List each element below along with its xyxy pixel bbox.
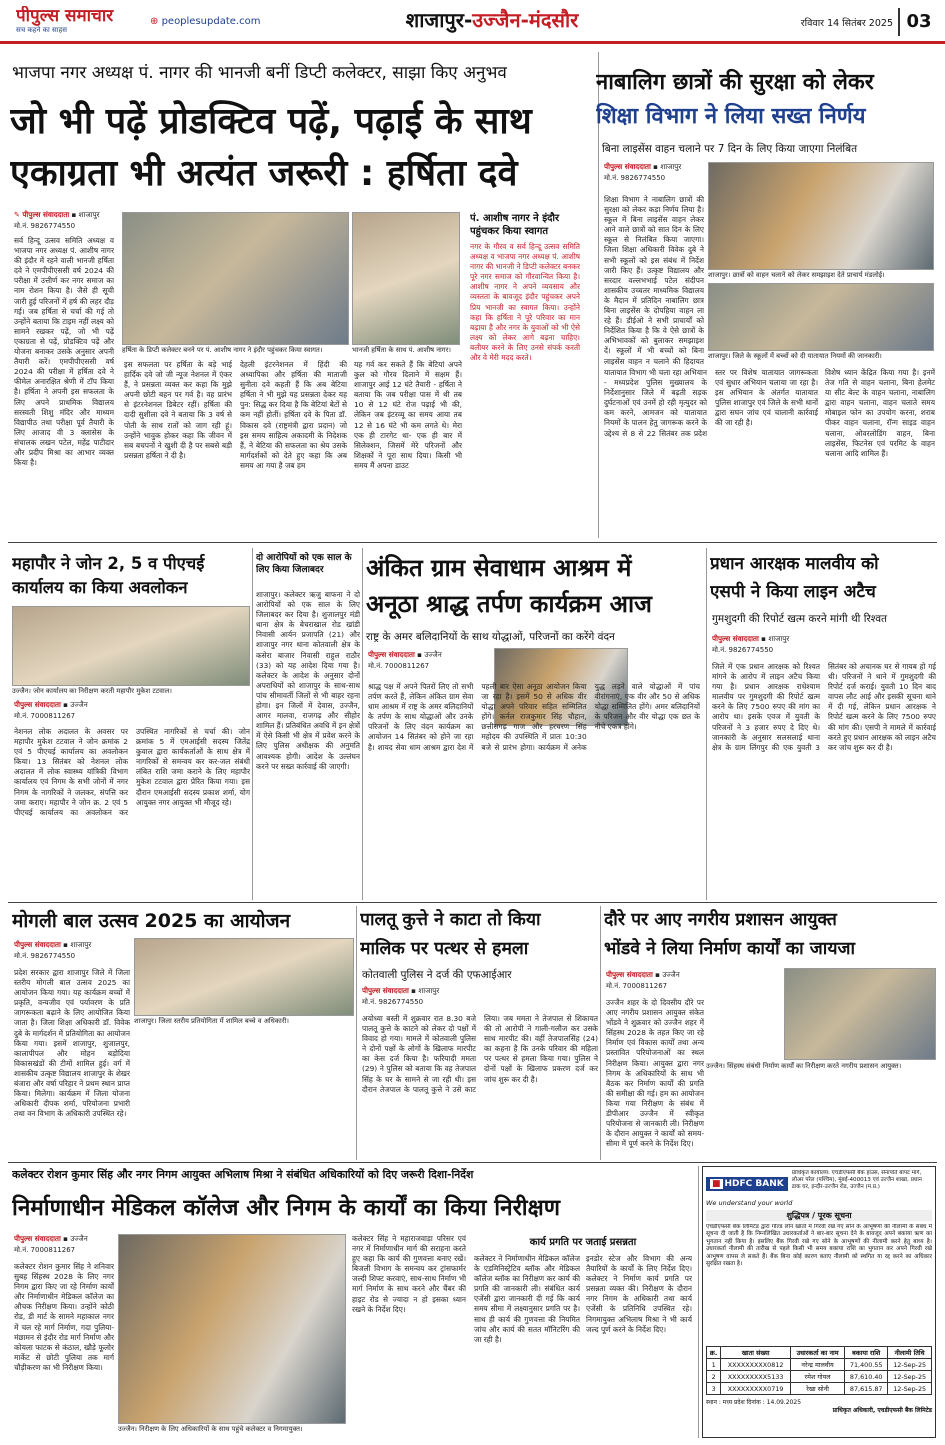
transfer-subhead: गुमशुदगी की रिपोर्ट खत्म करने मांगी थी रिश्वत <box>712 613 888 625</box>
lead-sidebar-body: नगर के गौरव व सर्व हिन्दू उत्सव समिति अध्यक्ष व भाजपा नगर अध्यक्ष पं. आशीष नागर की भानजी ने डिप्टी कलेक्टर बनकर पूरे नगर समाज को गौरवान्वित किया है। आशीष नागर ने अपने व्यवसाय और व्यस्तता के बावजूद इंदौर पहुंचकर अपने प्रिय भानजी का स्वागत किया। उन्होंने कहा कि हर्षिता ने पूरे परिवार का मान बढ़ाया है और नगर के युवाओं को भी ऐसे लक्ष्य को लेकर आगे बढ़ना चाहिए। बलीयर करने के लिए उनसे संपर्क करती और वे मेरी मदद करते। <box>470 242 580 363</box>
safety-photo-1 <box>708 162 934 270</box>
mayor-headline: महापौर ने जोन 2, 5 व पीएचई कार्यालय का किया अवलोकन <box>12 554 205 597</box>
medical-kicker: कलेक्टर रोशन कुमार सिंह और नगर निगम आयुक्त अभिलाष मिश्रा ने संबंधित अधिकारियों को दिए जरूरी दिशा-निर्देश <box>12 1168 474 1181</box>
lead-sidebar-title: पं. आशीष नागर ने इंदौर पहुंचकर किया स्वागत <box>470 213 560 237</box>
bank-logo: ■ HDFC BANK <box>706 1177 788 1191</box>
commissioner-photo <box>784 968 936 1060</box>
bank-table: क्र. खाता संख्या उधारकर्ता का नाम बकाया राशि नीलामी तिथि 1 XXXXXXXXX0812 नरेन्द्र मालवीय 71,400.55 12-Sep-25 2 XXXXXXXXX5133 रमेश गोयल 87,610.40 12-Sep-25 3 XXXXXXXXX0719 रेखा सोनी 87,615.87 12-Sep-25 <box>706 1346 932 1395</box>
lead-column-4: यह गर्व कर सकते हैं कि बेटियां अपने कुल को गौरव दिलाने में सक्षम हैं। शाजापुर आई 12 घंटे तैयारी - हर्षिता ने बताया कि जब परीक्षा पास में थी तब 10 से 12 घंटे रोज पढ़ाई भी की, लेकिन जब इंटरव्यू का समय आया तब 12 से 16 घंटे भी कम लगते थे। मेरा एक ही टारगेट था- एक ही बार में सिलेक्शन, जिसमें मेरे परिजनों और शिक्षकों ने पूरा साथ दिया। किसी भी समय मैं अपना डाउट <box>354 360 462 470</box>
lead-photo-caption-2: भानजी हर्षिता के साथ पं. आशीष नागर। <box>352 346 470 356</box>
globe-icon: ⊕ <box>150 16 162 27</box>
dogbite-body: अयोध्या बस्ती में शुक्रवार रात 8.30 बजे पालतू कुत्ते के काटने को लेकर दो पक्षों में विवाद हो गया। मामले में कोतवाली पुलिस ने दोनों पक्षों के लोगों के खिलाफ मारपीट का केस दर्ज किया है। फरियादी ममता (29) ने पुलिस को बताया कि वह तेजपाल सिंह के घर के सामने से जा रही थी। इस दौरान तेजपाल के पालतू कुत्ते ने उसे काट लिया। जब ममता ने तेजपाल से शिकायत की तो आरोपी ने गाली-गलौज कर उसके साथ मारपीट की। वहीं तेजपालसिंह (24) का कहना है कि उनके परिवार की महिला पर पत्थर से हमला किया गया। पुलिस ने दोनों पक्षों के खिलाफ प्रकरण दर्ज कर जांच शुरू कर दी है। <box>362 1014 598 1094</box>
festival-headline: मोगली बाल उत्सव 2025 का आयोजन <box>12 910 291 932</box>
bank-intro: प्राधिकृत कार्यालय: एचडीएफसी बैंक हाउस, सेनापति बापट मार्ग, लोअर परेल (पश्चिम), मुंबई-400013 एवं उज्जैन शाखा, प्रधान डाक घर, इन्दौर-उज्जैन रोड, उज्जैन (म.प्र.) <box>791 1170 922 1190</box>
lead-photo-family <box>122 212 349 345</box>
page-number: 03 <box>898 8 938 36</box>
medical-subhead: कार्य प्रगति पर जताई प्रसन्नता <box>529 1237 637 1248</box>
dogbite-headline: पालतू कुत्ते ने काटा तो किया मालिक पर पत्थर से हमला <box>360 910 541 959</box>
bank-notice-body: एचडीएफसी बैंक लिमिटेड द्वारा गोल्ड लोन खातों में गिरवी रखे गए सोने के आभूषणों की नीलामी के संबंध में सूचना दी जाती है कि निम्नलिखित उधारकर्ताओं ने बार-बार सूचना देने के बावजूद अपने बकाया ऋण का भुगतान नहीं किया है। इसलिए बैंक गिरवी रखे गए सोने के आभूषणों की नीलामी करने हेतु बाध्य है। उधारकर्ता नीलामी की तारीख से पहले किसी भी समय बकाया राशि का भुगतान कर अपने गिरवी रखे आभूषण वापस ले सकते हैं। बैंक बिना कोई कारण बताए नीलामी को स्थगित या रद्द करने का अधिकार सुरक्षित रखता है। <box>706 1224 932 1268</box>
section-title: शाजापुर-उज्जैन-मंदसौर <box>405 8 579 32</box>
table-row: 2 XXXXXXXXX5133 रमेश गोयल 87,610.40 12-Sep-25 <box>707 1371 932 1383</box>
commissioner-byline: पीपुल्स संवाददाता ▪ उज्जैन मो.नं. 7000811267 <box>606 970 680 990</box>
pen-icon: ✎ <box>14 210 23 219</box>
medical-photo <box>118 1234 346 1424</box>
lead-sidebar <box>470 212 580 536</box>
transfer-body: जिले में एक प्रधान आरक्षक को रिश्वत मांगने के आरोप में लाइन अटैच किया गया है। प्रधान आरक्षक राधेश्याम मालवीय पर गुमशुदगी की रिपोर्ट खत्म करने के लिए 7500 रुपए की मांग का आरोप था। इसके एवज में युवती के परिजनों ने 3 हजार रुपए दे दिए थे। जानकारी के अनुसार सलसलाई थाना क्षेत्र के ग्राम लिंगपुर की एक युवती 3 सितंबर को अचानक घर से गायब हो गई थी। परिजनों ने थाने में गुमशुदगी की रिपोर्ट दर्ज कराई। युवती 10 दिन बाद वापस लौट आई और इसकी सूचना थाने में दी गई, लेकिन प्रधान आरक्षक ने रिपोर्ट खत्म करने के लिए 7500 रुपए की मांग की। एसपी ने मामले में कार्रवाई करते हुए प्रधान आरक्षक को लाइन अटैच कर जांच शुरू कर दी है। <box>712 662 936 752</box>
festival-byline: पीपुल्स संवाददाता ▪ शाजापुर मो.नं. 9826774550 <box>14 940 92 960</box>
safety-photo-2 <box>708 283 934 351</box>
commissioner-caption: उज्जैन। सिंहस्थ संबंधी निर्माण कार्यों का निरीक्षण करते नगरीय प्रशासन आयुक्त। <box>706 1062 936 1072</box>
bank-signature: प्राधिकृत अधिकारी, एचडीएफसी बैंक लिमिटेड <box>832 1407 932 1414</box>
table-row: 3 XXXXXXXXX0719 रेखा सोनी 87,615.87 12-Sep-25 <box>707 1383 932 1395</box>
expel-headline: दो आरोपियों को एक साल के लिए किया जिलाबदर <box>256 553 352 575</box>
shraddh-headline: अंकित ग्राम सेवाधाम आश्रम में अनूठा श्राद्ध तर्पण कार्यक्रम आज <box>366 554 652 618</box>
medical-column-3: कलेक्टर ने निर्माणाधीन मेडिकल कॉलेज के एडमिनिस्ट्रेटिव ब्लॉक और मेडिकल कॉलेज ब्लॉक का निरीक्षण कर कार्य की प्रगति की जानकारी ली। संबंधित कार्य एजेंसी द्वारा जानकारी दी गई कि कार्य समय सीमा में लक्ष्यानुसार प्रगति पर है। साथ ही कार्य की गुणवत्ता की नियमित जांच और कार्य की सतत मॉनिटरिंग की जा रही है। <box>474 1254 580 1344</box>
lead-column-2: इस सफलता पर हर्षिता के बड़े भाई हार्दिक दवे जो जी न्यूज नेशनल में एंकर हैं, ने प्रसन्नता व्यक्त कर कहा कि मुझे अपनी छोटी बहन पर गर्व है। वह प्रारंभ से इंटरनेशनल डिबेटर रहीं। हर्षिता की दादी सुशीला दवे ने बताया कि 3 वर्ष से पोती के साथ रातों को जाग रही हूं। उन्होंने भावुक होकर कहा कि जीवन में सब बचपनों ने खुशी दी है पर सबसे बड़ी प्रसन्नता हर्षिता ने दी है। <box>124 360 232 460</box>
bank-logo-icon: ■ <box>712 1179 721 1189</box>
safety-subhead: बिना लाइसेंस वाहन चलाने पर 7 दिन के लिए किया जाएगा निलंबित <box>602 143 858 155</box>
lead-kicker: भाजपा नगर अध्यक्ष पं. नागर की भानजी बनीं डिप्टी कलेक्टर, साझा किए अनुभव <box>12 63 507 83</box>
mayor-photo <box>12 606 250 686</box>
shraddh-byline: पीपुल्स संवाददाता ▪ उज्जैन मो.नं. 7000811267 <box>368 650 442 670</box>
bank-slogan: We understand your world <box>706 1199 793 1207</box>
medical-caption: उज्जैन। निरीक्षण के लिए अधिकारियों के साथ पहुंचे कलेक्टर व निगमायुक्त। <box>118 1425 346 1435</box>
safety-caption-1: शाजापुर। छात्रों को वाहन चलाने को लेकर समझाइश देते प्राचार्य मंडलोई। <box>708 271 934 281</box>
lead-column-3: देहली इंटरनेशनल में हिंदी की अध्यापिका और हर्षिता की माताजी सुनीता दवे कहती हैं कि अब बेटिया हर्षिता ने भी मुझे यह प्रसन्नता देकर यह पुन: सिद्ध कर दिया है कि बेटियां बेटों से कम नहीं होतीं। हर्षिता दवे के पिता डॉ. विकास दवे (राष्ट्रमंत्री द्वारा प्रदान) जो इस समय साहित्य अकादमी के निदेशक हैं, ने बेटिया की सफलता का श्रेय उसके मार्गदर्शकों को देते हुए कहा कि अब समय आ गया है जब हम <box>240 360 347 470</box>
medical-headline: निर्माणाधीन मेडिकल कॉलेज और निगम के कार्यों का किया निरीक्षण <box>12 1195 561 1221</box>
safety-column-2: यातायात विभाग भी चला रहा अभियान - मध्यप्रदेश पुलिस मुख्यालय के निर्देशानुसार जिले में बढ़ती सड़क दुर्घटनाओं एवं उनमें हो रही मृत्युदर को कम करने, आमजन को यातायात नियमों के पालन हेतु जागरूक करने के उद्देश्य से 8 से 22 सितंबर तक प्रदेश स्तर पर विशेष यातायात जागरूकता एवं सुधार अभियान चलाया जा रहा है। इस अभियान के अंतर्गत यातायात पुलिस शाजापुर एवं जिले के सभी थानों द्वारा सघन जांच एवं चालानी कार्रवाई की जा रही है। <box>604 368 818 438</box>
brand-name: पीपुल्स समाचार <box>16 6 114 26</box>
lead-column-1: सर्व हिन्दू उत्सव समिति अध्यक्ष व भाजपा नगर अध्यक्ष पं. आशीष नागर की इंदौर में रहने वाली भानजी हर्षिता दवे ने एमपीपीएससी वर्ष 2024 की परीक्षा में उत्तीर्ण कर नगर समाज का नाम रोशन किया है। जैसे ही सूची जारी हुई परिजनों में हर्ष की लहर दौड़ गई। जब हर्षिता से चर्चा की गई तो उन्होंने बताया कि टाइम नहीं लक्ष्य को सामने रखकर पढ़ें, जो भी पढ़ें एकाग्रता से पढ़ें, प्रोडक्टिव पढ़ें और योजना बनाकर उसके अनुसार अपनी तैयारी करें। एमपीपीएससी वर्ष 2024 की परीक्षा में हर्षिता दवे ने फीमेल अनारक्षित श्रेणी में टॉप किया है। हर्षिता ने अपनी इस सफलता के लिए अपने प्राथमिक विद्यालय सरस्वती शिशु मंदिर और माध्यम विद्यापीठ तथा परीक्षा पूर्व तैयारी के लिए आजाद वी 3 क्लासेस के संचालक लखन पटेल, महेंद्र पाटीदार और प्रदीप मिश्रा का आभार व्यक्त किया है। <box>14 236 114 468</box>
lead-byline: ✎ पीपुल्स संवाददाता ▪ शाजापुर मो.नं. 9826774550 <box>14 210 100 230</box>
lead-photo-niece <box>352 212 460 345</box>
bank-notice-title: शुद्धिपत्र / पूरक सूचना <box>706 1210 932 1221</box>
dogbite-subhead: कोतवाली पुलिस ने दर्ज की एफआईआर <box>362 969 512 981</box>
transfer-byline: पीपुल्स संवाददाता ▪ शाजापुर मो.नं. 9826774550 <box>712 634 790 654</box>
safety-byline: पीपुल्स संवाददाता ▪ शाजापुर मो.नं. 9826774550 <box>604 162 682 182</box>
safety-column-3: विशेष ध्यान केंद्रित किया गया है। इनमें तेज गति से वाहन चलाना, बिना हेलमेट या सीट बेल्ट के वाहन चलाना, नाबालिग द्वारा वाहन चलाना, वाहन चलाते समय मोबाइल फोन का उपयोग करना, शराब पीकर वाहन चलाना, रॉन्ग साइड वाहन चलाना, ओवरलोडिंग वाहन, बिना लाइसेंस, फिटनेस एवं परमिट के वाहन चलाना आदि शामिल हैं। <box>825 368 935 458</box>
medical-column-4: इनडोर स्टेज और विभाग की अन्य तैयारियों के कार्यों के लिए निर्देश दिए। कलेक्टर ने निर्माण कार्य प्रगति पर प्रसन्नता व्यक्त की। निरीक्षण के दौरान नगर निगम के अधिकारी तथा कार्य एजेंसी के प्रतिनिधि उपस्थित रहे। निगमायुक्त अभिलाष मिश्रा ने भी कार्य जल्द पूर्ण करने के निर्देश दिए। <box>586 1254 692 1334</box>
brand-tagline: सच कहने का साहस <box>16 26 68 34</box>
table-row: 1 XXXXXXXXX0812 नरेन्द्र मालवीय 71,400.55 12-Sep-25 <box>707 1359 932 1371</box>
safety-caption-2: शाजापुर। जिले के स्कूलों में बच्चों को दी यातायात नियमों की जानकारी। <box>708 352 934 362</box>
medical-column-2: कलेक्टर सिंह ने महाराजवाड़ा परिसर एवं नगर में निर्माणाधीन मार्ग की सराहना करते हुए कहा कि कार्य की गुणवत्ता बनाए रखें। बिजली विभाग के समन्वय कर ट्रांसफार्मर जल्दी शिफ्ट करवाएं, साथ-साथ निर्माण भी मार्ग निर्माण के साथ करने और चैंबर की हाइट रोड से ज्यादा न हो इसका ध्यान रखने के निर्देश दिए। <box>352 1234 466 1314</box>
commissioner-headline: दौरे पर आए नगरीय प्रशासन आयुक्त भोंडवे ने लिया निर्माण कार्यों का जायजा <box>604 910 855 959</box>
festival-caption: शाजापुर। जिला स्तरीय प्रतियोगिता में शामिल बच्चे व अधिकारी। <box>134 1017 354 1027</box>
masthead <box>0 0 945 44</box>
website-link[interactable]: ⊕ peoplesupdate.com <box>150 16 261 27</box>
safety-column-1: शिक्षा विभाग ने नाबालिग छात्रों की सुरक्षा को लेकर कड़ा निर्णय लिया है। स्कूल में बिना लाइसेंस वाहन लेकर आने वाले छात्रों को सात दिन के लिए स्कूल से निलंबित किया जाएगा। जिला शिक्षा अधिकारी विवेक दुबे ने सभी स्कूलों को इस संबंध में निर्देश जारी किए हैं। उत्कृष्ट विद्यालय और सरदार वल्लभभाई पटेल संदीपन शासकीय उच्चतर माध्यमिक विद्यालय के मैदान में प्रतिदिन नाबालिग छात्र बिना लाइसेंस के दोपहिया वाहन ला रहे हैं। डीईओ ने सभी प्राचार्यों को निर्देशित किया है कि वे ऐसे छात्रों के अभिभावकों को बुलाकर समझाइश दें। स्कूलों में भी बच्चों को बिना लाइसेंस वाहन न चलाने की हिदायत <box>604 195 704 365</box>
bank-footer: स्थान : मध्य प्रदेश दिनांक : 14.09.2025 <box>706 1399 802 1406</box>
mayor-byline: पीपुल्स संवाददाता ▪ उज्जैन मो.नं. 7000811267 <box>14 700 88 720</box>
festival-photo <box>134 938 354 1016</box>
medical-column-1: कलेक्टर रोशन कुमार सिंह ने शनिवार सुबह सिंहस्थ 2028 के लिए नगर निगम द्वारा किए जा रहे निर्माण कार्यों और निर्माणाधीन मेडिकल कॉलेज का औचक निरीक्षण किया। उन्होंने कोठी रोड, डी मार्ट के सामने महाकाल नगर में चल रहे मार्ग निर्माण, गदा पुलिया-मंछामन से इंदौर रोड मार्ग निर्माण और कोयला फाटक से कंठाल, खौड़े फूलोर मार्केट से छोटी पुलिया तक मार्ग चौड़ीकरण का भी निरीक्षण किया। <box>14 1262 114 1372</box>
expel-body: शाजापुर। कलेक्टर ऋजु बाफना ने दो आरोपियों को एक साल के लिए जिलाबदर कर दिया है। शुजालपुर मंडी थाना क्षेत्र के बेचराखाल रोड खांडी निवासी आर्यन प्रजापति (21) और शाजापुर नगर थाना कोतवाली क्षेत्र के कसेरा बाजार निवासी राहुल राठौर (33) को यह आदेश दिया गया है। कलेक्टर के आदेश के अनुसार दोनों अपराधियों को शाजापुर के साथ-साथ पांच सीमावर्ती जिलों से भी बाहर रहना होगा। इन जिलों में देवास, उज्जैन, आगर मालवा, राजगढ़ और सीहोर शामिल हैं। प्रतिबंधित अवधि में इन क्षेत्रों में ऐसे किसी भी क्षेत्र में प्रवेश करने के लिए पुलिस अधीक्षक की अनुमति आवश्यक होगी। आदेश के उल्लंघन करने पर सख्त कार्रवाई की जाएगी। <box>256 590 360 771</box>
safety-headline: नाबालिग छात्रों की सुरक्षा को लेकर शिक्षा विभाग ने लिया सख्त निर्णय <box>596 70 874 129</box>
lead-headline: जो भी पढ़ें प्रोडक्टिव पढ़ें, पढ़ाई के साथ एकाग्रता भी अत्यंत जरूरी : हर्षिता दवे <box>10 101 532 194</box>
lead-photo-caption-1: हर्षिता के डिप्टी कलेक्टर बनने पर पं. आशीष नागर ने इंदौर पहुंचकर किया स्वागत। <box>122 346 349 356</box>
dogbite-byline: पीपुल्स संवाददाता ▪ शाजापुर मो.नं. 9826774550 <box>362 986 440 1006</box>
medical-byline: पीपुल्स संवाददाता ▪ उज्जैन मो.नं. 7000811267 <box>14 1234 88 1254</box>
bank-notice <box>702 1166 936 1438</box>
mayor-body: नेशनल लोक अदालत के अवसर पर महापौर मुकेश टटवाल ने जोन क्रमांक 2 एवं 5 पीएचई कार्यालय का अवलोकन किया। 13 सितंबर को नेशनल लोक अदालत में लोक स्वास्थ्य यांत्रिकी विभाग कार्यालय एवं निगम के सभी जोनों में नगर निगम के नागरिकों ने जलकर, संपत्ति कर जमा कराए। महापौर ने जोन क्र. 2 एवं 5 पीएचई कार्यालय का अवलोकन कर उपस्थित नागरिकों से चर्चा की। जोन क्रमांक 5 में एमआईसी सदस्य जितेंद्र कुवाल द्वारा कार्यकर्ताओं के साथ क्षेत्र में नागरिकों से समन्वय कर कर-जल संबंधी लंबित राशि जमा कराने के लिए महापौर मुकेश टटवाल द्वारा प्रेरित किया गया। इस दौरान एमआईसी सदस्य प्रकाश शर्मा, योग आयुक्त नगर आयुक्त भी मौजूद रहे। <box>14 727 250 817</box>
brand-logo <box>16 6 156 38</box>
festival-body: प्रदेश सरकार द्वारा शाजापुर जिले में जिला स्तरीय मोगली बाल उत्सव 2025 का आयोजन किया गया। यह कार्यक्रम बच्चों में प्रकृति, वन्यजीव एवं पर्यावरण के प्रति जागरूकता बढ़ाने के लिए आयोजित किया जाता है। जिला शिक्षा अधिकारी डॉ. विवेक दुबे के मार्गदर्शन में प्रतियोगिता का आयोजन किया गया। इसमें शाजापुर, शुजालपुर, कालापीपल और मोहन बड़ोदिया विकासखंडों की टीमों शामिल हुई। वर्ग में शासकीय उत्कृष्ट विद्यालय शाजापुर के शेखर बंजारा और वर्षा परिहार ने प्रथम स्थान प्राप्त किया। मिलेगा। कार्यक्रम में जिला योजना अधिकारी दीपक शर्मा, परियोजना प्रभारी तथा वन विभाग के अधिकारी उपस्थित रहे। <box>14 968 130 1119</box>
commissioner-body: उज्जैन शहर के दो दिवसीय दौरे पर आए नगरीय प्रशासन आयुक्त संकेत भोंडवे ने शुक्रवार को उज्जैन शहर में सिंहस्थ 2028 के तहत किए जा रहे निर्माण एवं विकास कार्यों तथा अन्य प्रस्तावित परियोजनाओं का स्थल निरीक्षण किया। आयुक्त द्वारा नगर निगम के अधिकारियों के साथ भी बैठक कर निर्माण कार्यों की प्रगति की समीक्षा की गई। हम का आयोजन किया गया निरीक्षण के संबंध में डीपीआर उज्जैन में स्वीकृत परियोजना से जानकारी ली। निरीक्षण के दौरान आयुक्त ने कार्यों को समय-सीमा में पूर्ण करने के निर्देश दिए। <box>606 998 704 1149</box>
shraddh-subhead: राष्ट्र के अमर बलिदानियों के साथ योद्धाओं, परिजनों का करेंगे वंदन <box>366 631 615 643</box>
issue-date: रविवार 14 सितंबर 2025 <box>800 18 893 29</box>
shraddh-body: श्राद्ध पक्ष में अपने पितरों लिए तो सभी तर्पण करते हैं, लेकिन अंकित ग्राम सेवा धाम आश्रम में राष्ट्र के अमर बलिदानियों के तर्पण के साथ योद्धाओं और उनके परिजनों के लिए वंदन कार्यक्रम का आयोजन 14 सितंबर को होने जा रहा है। शायद सेवा धाम आश्रम द्वारा देश में पहली बार ऐसा अनूठा आयोजन किया जा रहा है। इसमें 50 से अधिक वीर योद्धा अपने परिवार सहित सम्मिलित होंगे। कर्नल राजकुमार सिंह चौहान, छत्तीसगढ़ गाज और हरचरण सिंह महोदय की उपस्थिति में प्रातः 10:30 बजे से प्रारंभ होगा। कार्यक्रम में अनेक युद्ध लड़ने वाले योद्धाओं में पांच वीरांगनाएं, एक वीर और 50 से अधिक योद्धा सम्मिलित होंगे। अमर बलिदानियों के परिजन और वीर योद्धा एक छत के नीचे एकत्र होंगे। <box>368 682 700 752</box>
transfer-headline: प्रधान आरक्षक मालवीय को एसपी ने किया लाइन अटैच <box>710 554 879 602</box>
mayor-caption: उज्जैन। जोन कार्यालय का निरीक्षण करती महापौर मुकेश टटवाल। <box>12 687 250 697</box>
